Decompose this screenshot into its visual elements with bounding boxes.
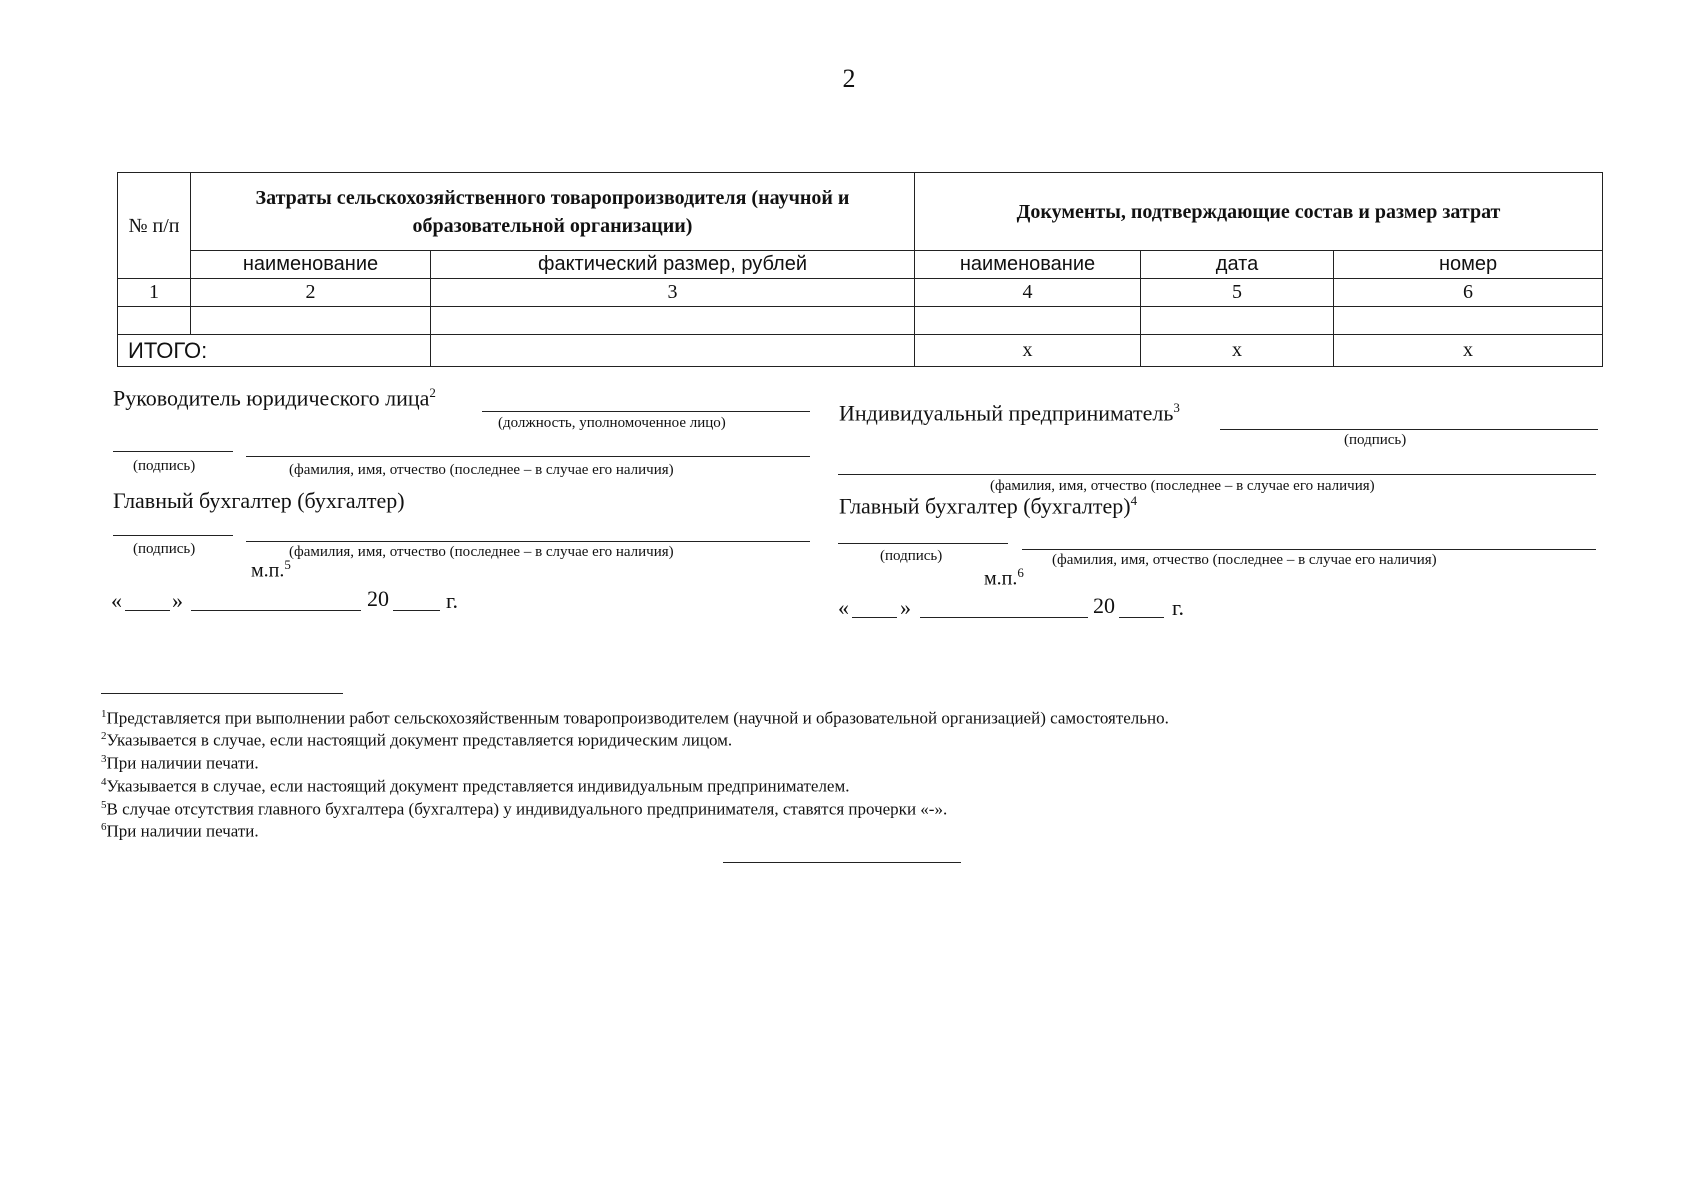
position-caption: (должность, уполномоченное лицо) xyxy=(498,415,726,431)
page-number: 2 xyxy=(842,64,856,93)
total-row xyxy=(118,335,1603,367)
total-mark: х xyxy=(1141,335,1334,367)
name-line[interactable] xyxy=(1022,549,1596,550)
row-number-header: № п/п xyxy=(118,173,191,279)
footnote: $^2$Указывается в случае, если настоящий документ представляется юридическим лицом. xyxy=(101,730,733,750)
signature-caption: (подпись) xyxy=(880,548,943,564)
date-open-quote: « xyxy=(838,595,849,620)
doc-name-subheader: наименование xyxy=(915,251,1141,279)
total-label: ИТОГО: xyxy=(118,335,431,367)
name-caption: (фамилия, имя, отчество (последнее – в случае его наличия) xyxy=(289,462,674,478)
footnote: $^6$При наличии печати. xyxy=(101,821,259,841)
documents-header: Документы, подтверждающие состав и размер затрат xyxy=(915,173,1603,251)
name-line[interactable] xyxy=(246,541,810,542)
day-line[interactable] xyxy=(125,610,170,611)
total-mark: х xyxy=(1334,335,1603,367)
costs-header: Затраты сельскохозяйственного товаропроизводителя (научной и образовательной организации) xyxy=(191,173,915,251)
date-open-quote: « xyxy=(111,588,122,613)
total-mark: х xyxy=(915,335,1141,367)
year-suffix: г. xyxy=(1172,595,1185,620)
stamp-label: м.п.$^5$ xyxy=(251,557,291,582)
empty-cell[interactable] xyxy=(118,307,191,335)
footnote: $^4$Указывается в случае, если настоящий документ представляется индивидуальным предпринимателем. xyxy=(101,776,850,796)
name-line[interactable] xyxy=(246,456,810,457)
column-index: 5 xyxy=(1141,279,1334,307)
empty-cell[interactable] xyxy=(191,307,431,335)
signature-caption: (подпись) xyxy=(133,458,196,474)
signature-line[interactable] xyxy=(113,451,233,452)
total-amount-cell[interactable] xyxy=(431,335,915,367)
head-label: Руководитель юридического лица$^2$ xyxy=(113,385,436,411)
year-line[interactable] xyxy=(1119,617,1164,618)
doc-date-subheader: дата xyxy=(1141,251,1334,279)
table-row xyxy=(118,307,1603,335)
year-line[interactable] xyxy=(393,610,440,611)
column-index: 6 xyxy=(1334,279,1603,307)
column-index: 4 xyxy=(915,279,1141,307)
date-close-quote: » xyxy=(900,595,911,620)
name-caption: (фамилия, имя, отчество (последнее – в случае его наличия) xyxy=(1052,552,1437,568)
ip-label: Индивидуальный предприниматель$^3$ xyxy=(839,400,1180,426)
year-prefix: 20 xyxy=(367,586,389,611)
year-suffix: г. xyxy=(446,588,459,613)
month-line[interactable] xyxy=(191,610,361,611)
accountant-label: Главный бухгалтер (бухгалтер) xyxy=(113,488,405,513)
column-index: 3 xyxy=(431,279,915,307)
year-prefix: 20 xyxy=(1093,593,1115,618)
ip-signature-line[interactable] xyxy=(1220,429,1598,430)
column-index: 2 xyxy=(191,279,431,307)
signature-line[interactable] xyxy=(113,535,233,536)
name-caption: (фамилия, имя, отчество (последнее – в случае его наличия) xyxy=(990,478,1375,494)
signature-caption: (подпись) xyxy=(133,541,196,557)
costs-table xyxy=(117,172,1603,367)
name-line[interactable] xyxy=(838,474,1596,475)
accountant-label: Главный бухгалтер (бухгалтер)$^4$ xyxy=(839,493,1138,519)
stamp-label: м.п.$^6$ xyxy=(984,565,1024,590)
costs-amount-subheader: фактический размер, рублей xyxy=(431,251,915,279)
name-caption: (фамилия, имя, отчество (последнее – в случае его наличия) xyxy=(289,544,674,560)
doc-number-subheader: номер xyxy=(1334,251,1603,279)
empty-cell[interactable] xyxy=(1334,307,1603,335)
footnote: $^3$При наличии печати. xyxy=(101,753,259,773)
footnote-separator xyxy=(101,693,343,694)
footnote: $^5$В случае отсутствия главного бухгалтера (бухгалтера) у индивидуального предпринимателя, ставятся прочерки «-». xyxy=(101,799,948,819)
day-line[interactable] xyxy=(852,617,897,618)
signature-caption: (подпись) xyxy=(1344,432,1407,448)
date-close-quote: » xyxy=(172,588,183,613)
column-index: 1 xyxy=(118,279,191,307)
empty-cell[interactable] xyxy=(1141,307,1334,335)
month-line[interactable] xyxy=(920,617,1088,618)
footnote: $^1$Представляется при выполнении работ сельскохозяйственным товаропроизводителем (научной и образовательной организацией) самостоятельно. xyxy=(101,708,1169,728)
signature-line[interactable] xyxy=(838,543,1008,544)
costs-name-subheader: наименование xyxy=(191,251,431,279)
empty-cell[interactable] xyxy=(915,307,1141,335)
empty-cell[interactable] xyxy=(431,307,915,335)
position-line[interactable] xyxy=(482,411,810,412)
end-separator xyxy=(723,862,961,863)
